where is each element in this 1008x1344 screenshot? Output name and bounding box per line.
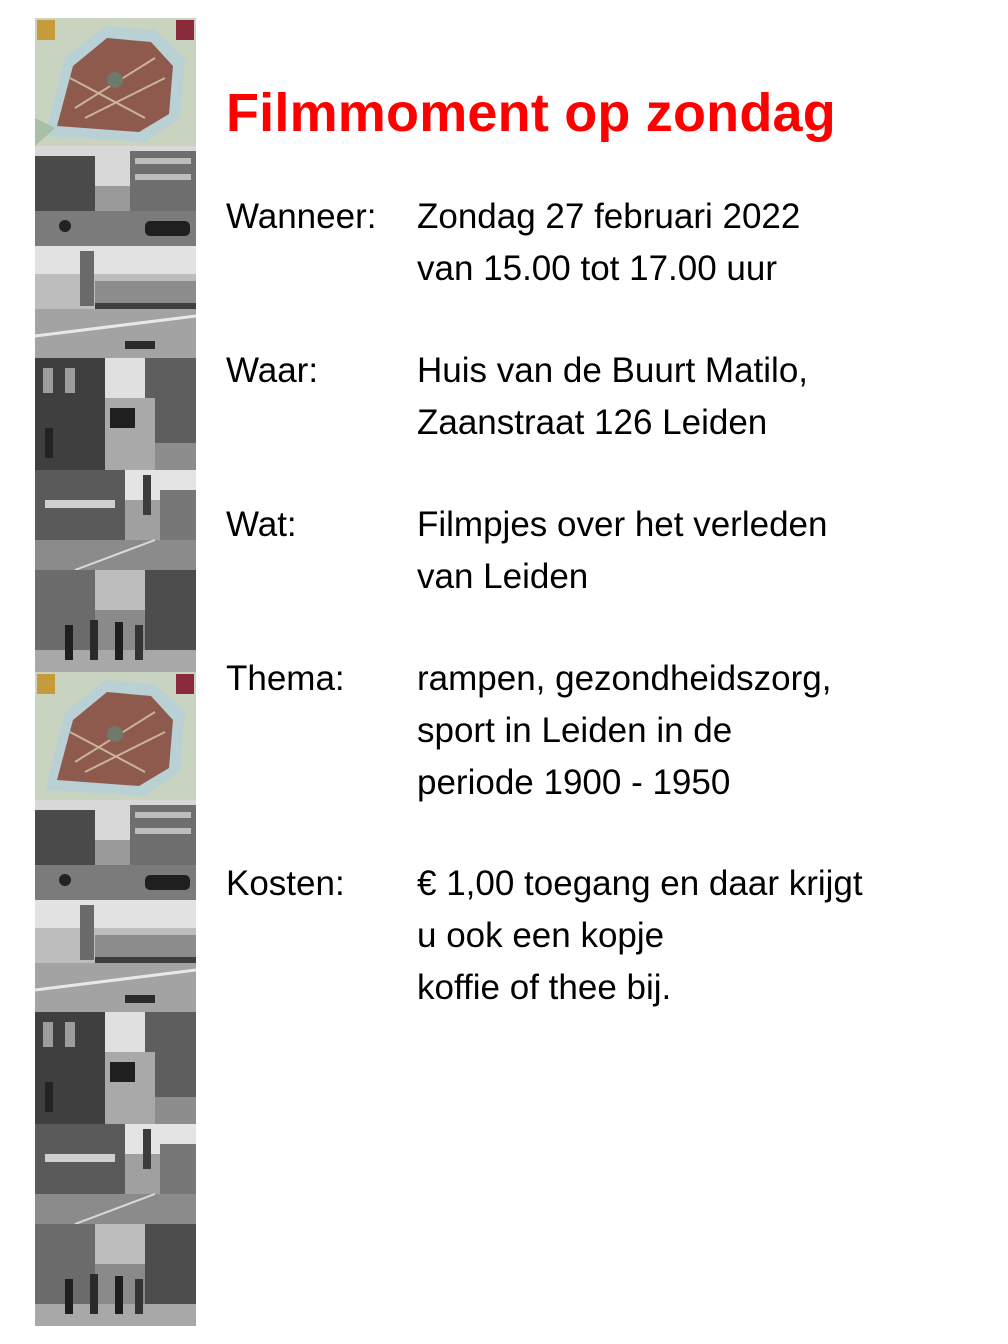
- detail-value: [417, 499, 827, 603]
- shop-street-photo: [35, 470, 196, 570]
- detail-line: van Leiden: [417, 557, 589, 596]
- detail-line: u ook een kopje: [417, 916, 665, 955]
- station-square-photo: [35, 246, 196, 358]
- detail-label: Wat:: [226, 505, 297, 544]
- canal-street-photo: [35, 1012, 196, 1124]
- detail-line: koffie of thee bij.: [417, 968, 672, 1007]
- crowd-street-photo: [35, 1224, 196, 1326]
- page-title: Filmmoment op zondag: [226, 83, 836, 143]
- detail-line: Huis van de Buurt Matilo,: [417, 351, 809, 390]
- street-corner-photo: [35, 146, 196, 246]
- station-square-photo: [35, 900, 196, 1012]
- detail-label: Thema:: [226, 659, 345, 698]
- street-corner-photo: [35, 800, 196, 900]
- detail-value: [417, 653, 831, 809]
- detail-label: Kosten:: [226, 864, 345, 903]
- detail-value: [417, 858, 863, 1014]
- detail-line: Zaanstraat 126 Leiden: [417, 403, 768, 442]
- detail-line: € 1,00 toegang en daar krijgt: [417, 864, 863, 903]
- map-picture: [35, 18, 196, 146]
- map-picture: [35, 672, 196, 800]
- crowd-street-photo: [35, 570, 196, 674]
- detail-line: periode 1900 - 1950: [417, 763, 731, 802]
- detail-line: Filmpjes over het verleden: [417, 505, 828, 544]
- detail-line: rampen, gezondheidszorg,: [417, 659, 832, 698]
- detail-line: Zondag 27 februari 2022: [417, 197, 801, 236]
- detail-label: Waar:: [226, 351, 319, 390]
- detail-value: [417, 191, 800, 295]
- detail-line: van 15.00 tot 17.00 uur: [417, 249, 777, 288]
- photo-strip: [35, 18, 196, 1326]
- shop-street-photo: [35, 1124, 196, 1224]
- detail-value: [417, 345, 808, 449]
- canal-street-photo: [35, 358, 196, 470]
- detail-line: sport in Leiden in de: [417, 711, 733, 750]
- detail-label: Wanneer:: [226, 197, 377, 236]
